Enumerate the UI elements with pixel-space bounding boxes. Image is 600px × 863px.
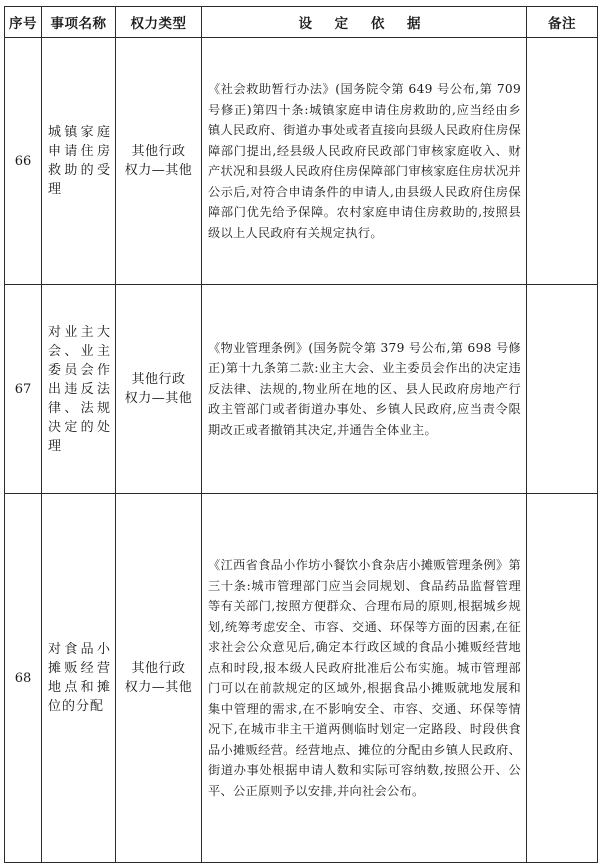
- header-seq: 序号: [5, 7, 42, 38]
- row-legal-basis: 《社会救助暂行办法》(国务院令第 649 号公布,第 709 号修正)第四十条:城镇家庭申请住房救助的,应当经由乡镇人民政府、街道办事处或者直接向县级人民政府住房保障部门提出,经县级人民政府民政部门审核家庭收入、财产状况和县级人民政府住房保障部门审核家庭住房状况并公示后,对符合申请条件的申请人,由县级人民政府住房保障部门优先给予保障。农村家庭申请住房救助的,按照县级以上人民政府有关规定执行。: [202, 38, 527, 285]
- header-type: 权力类型: [116, 7, 202, 38]
- row-power-type: [116, 494, 202, 863]
- row-power-type: [116, 285, 202, 494]
- power-type-line: 权力—其他: [124, 680, 193, 695]
- header-note: 备注: [527, 7, 598, 38]
- row-legal-basis: 《江西省食品小作坊小餐饮小食杂店小摊贩管理条例》第三十条:城市管理部门应当会同规划、食品药品监督管理等有关部门,按照方便群众、合理布局的原则,根据城乡规划,统筹考虑安全、市容、交通、环保等方面的因素,在征求社会公众意见后,确定本行政区域的食品小摊贩经营地点和时段,报本级人民政府批准后公布实施。城市管理部门可以在前款规定的区域外,根据食品小摊贩就地发展和集中管理的需求,在不影响安全、市容、交通、环保等情况下,在城市非主干道两侧临时划定一定路段、时段供食品小摊贩经营。经营地点、摊位的分配由乡镇人民政府、街道办事处根据申请人数和实际可容纳数,按照公开、公平、公正原则予以安排,并向社会公布。: [202, 494, 527, 863]
- row-note: [527, 38, 598, 285]
- header-name: 事项名称: [42, 7, 116, 38]
- row-seq: 66: [5, 38, 42, 285]
- power-type-line: 其他行政: [131, 661, 186, 676]
- row-seq: 67: [5, 285, 42, 494]
- row-legal-basis: 《物业管理条例》(国务院令第 379 号公布,第 698 号修正)第十九条第二款:业主大会、业主委员会作出的决定违反法律、法规的,物业所在地的区、县人民政府房地产行政主管部门或者街道办事处、乡镇人民政府,应当责令限期改正或者撤销其决定,并通告全体业主。: [202, 285, 527, 494]
- row-power-type: [116, 38, 202, 285]
- row-note: [527, 285, 598, 494]
- row-item-name: 对业主大会、业主委员会作出违反法律、法规决定的处理: [42, 285, 116, 494]
- power-type-line: 其他行政: [131, 144, 186, 159]
- row-seq: 68: [5, 494, 42, 863]
- table-row: [5, 494, 598, 863]
- row-item-name: 对食品小摊贩经营地点和摊位的分配: [42, 494, 116, 863]
- power-type-line: 其他行政: [131, 372, 186, 387]
- power-type-line: 权力—其他: [124, 163, 193, 178]
- row-note: [527, 494, 598, 863]
- table-row: [5, 38, 598, 285]
- power-list-table: [4, 6, 598, 863]
- header-basis: 设 定 依 据: [202, 7, 527, 38]
- table-header-row: [5, 7, 598, 38]
- row-item-name: 城镇家庭申请住房救助的受理: [42, 38, 116, 285]
- table-row: [5, 285, 598, 494]
- power-type-line: 权力—其他: [124, 391, 193, 406]
